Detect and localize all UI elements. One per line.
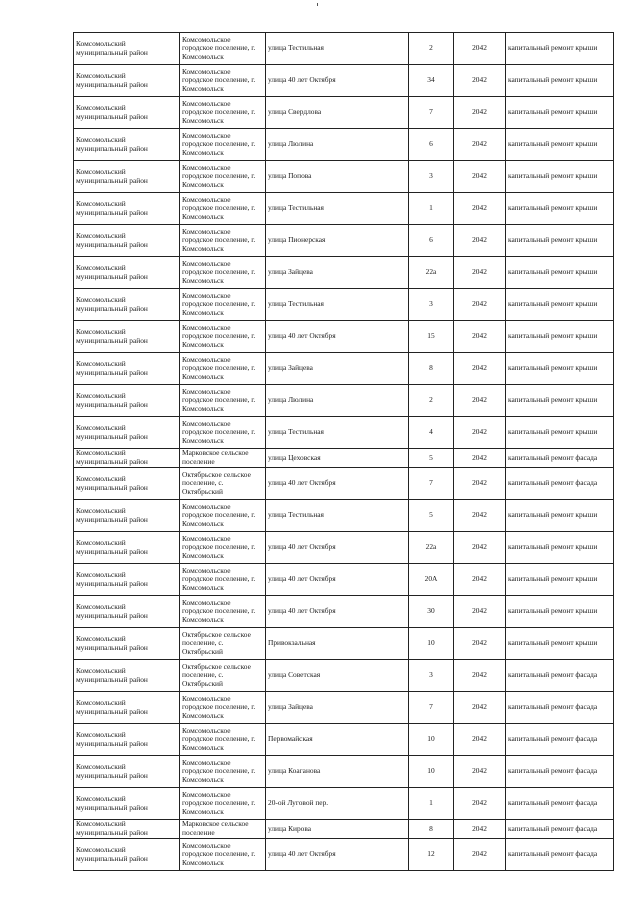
work-type-cell: капитальный ремонт крыши <box>506 321 614 353</box>
street-cell: улица 40 лет Октября <box>266 596 409 628</box>
table-row <box>74 97 614 129</box>
work-type-cell: капитальный ремонт фасада <box>506 449 614 468</box>
work-type-cell: капитальный ремонт фасада <box>506 660 614 692</box>
district-cell: Комсомольский муниципальный район <box>74 193 180 225</box>
table-row <box>74 193 614 225</box>
district-cell: Комсомольский муниципальный район <box>74 596 180 628</box>
table-row <box>74 129 614 161</box>
district-cell: Комсомольский муниципальный район <box>74 129 180 161</box>
district-cell: Комсомольский муниципальный район <box>74 468 180 500</box>
house-number-cell: 7 <box>409 692 454 724</box>
district-cell: Комсомольский муниципальный район <box>74 257 180 289</box>
district-cell: Комсомольский муниципальный район <box>74 628 180 660</box>
street-cell: Первомайская <box>266 724 409 756</box>
house-number-cell: 2 <box>409 385 454 417</box>
work-type-cell: капитальный ремонт фасада <box>506 468 614 500</box>
year-cell: 2042 <box>454 820 506 839</box>
house-number-cell: 3 <box>409 660 454 692</box>
settlement-cell: Комсомольское городское поселение, г. Комсомольск <box>180 289 266 321</box>
settlement-cell: Комсомольское городское поселение, г. Комсомольск <box>180 500 266 532</box>
year-cell: 2042 <box>454 660 506 692</box>
district-cell: Комсомольский муниципальный район <box>74 289 180 321</box>
street-cell: улица Попова <box>266 161 409 193</box>
street-cell: улица 40 лет Октября <box>266 564 409 596</box>
house-number-cell: 34 <box>409 65 454 97</box>
year-cell: 2042 <box>454 289 506 321</box>
work-type-cell: капитальный ремонт фасада <box>506 756 614 788</box>
work-type-cell: капитальный ремонт крыши <box>506 417 614 449</box>
street-cell: улица Цеховская <box>266 449 409 468</box>
year-cell: 2042 <box>454 353 506 385</box>
year-cell: 2042 <box>454 628 506 660</box>
settlement-cell: Комсомольское городское поселение, г. Комсомольск <box>180 417 266 449</box>
year-cell: 2042 <box>454 65 506 97</box>
settlement-cell: Комсомольское городское поселение, г. Комсомольск <box>180 692 266 724</box>
table-row <box>74 692 614 724</box>
settlement-cell: Комсомольское городское поселение, г. Комсомольск <box>180 65 266 97</box>
house-number-cell: 3 <box>409 161 454 193</box>
district-cell: Комсомольский муниципальный район <box>74 225 180 257</box>
work-type-cell: капитальный ремонт крыши <box>506 225 614 257</box>
work-type-cell: капитальный ремонт крыши <box>506 161 614 193</box>
year-cell: 2042 <box>454 500 506 532</box>
work-type-cell: капитальный ремонт крыши <box>506 564 614 596</box>
house-number-cell: 3 <box>409 289 454 321</box>
district-cell: Комсомольский муниципальный район <box>74 724 180 756</box>
work-type-cell: капитальный ремонт фасада <box>506 820 614 839</box>
table-row <box>74 628 614 660</box>
work-type-cell: капитальный ремонт крыши <box>506 257 614 289</box>
district-cell: Комсомольский муниципальный район <box>74 353 180 385</box>
district-cell: Комсомольский муниципальный район <box>74 788 180 820</box>
district-cell: Комсомольский муниципальный район <box>74 500 180 532</box>
settlement-cell: Комсомольское городское поселение, г. Комсомольск <box>180 321 266 353</box>
district-cell: Комсомольский муниципальный район <box>74 839 180 871</box>
house-number-cell: 4 <box>409 417 454 449</box>
street-cell: улица Зайцева <box>266 692 409 724</box>
district-cell: Комсомольский муниципальный район <box>74 532 180 564</box>
house-number-cell: 8 <box>409 353 454 385</box>
year-cell: 2042 <box>454 161 506 193</box>
year-cell: 2042 <box>454 839 506 871</box>
district-cell: Комсомольский муниципальный район <box>74 161 180 193</box>
settlement-cell: Комсомольское городское поселение, г. Комсомольск <box>180 257 266 289</box>
house-number-cell: 22а <box>409 257 454 289</box>
district-cell: Комсомольский муниципальный район <box>74 660 180 692</box>
settlement-cell: Комсомольское городское поселение, г. Комсомольск <box>180 839 266 871</box>
house-number-cell: 1 <box>409 193 454 225</box>
street-cell: улица Зайцева <box>266 257 409 289</box>
work-type-cell: капитальный ремонт крыши <box>506 193 614 225</box>
year-cell: 2042 <box>454 129 506 161</box>
table-row <box>74 449 614 468</box>
street-cell: улица 40 лет Октября <box>266 468 409 500</box>
street-cell: улица 40 лет Октября <box>266 321 409 353</box>
work-type-cell: капитальный ремонт крыши <box>506 33 614 65</box>
house-number-cell: 10 <box>409 724 454 756</box>
settlement-cell: Марковское сельское поселение <box>180 820 266 839</box>
work-type-cell: капитальный ремонт крыши <box>506 500 614 532</box>
house-number-cell: 15 <box>409 321 454 353</box>
district-cell: Комсомольский муниципальный район <box>74 385 180 417</box>
settlement-cell: Октябрьское сельское поселение, с. Октябрьский <box>180 660 266 692</box>
settlement-cell: Комсомольское городское поселение, г. Комсомольск <box>180 225 266 257</box>
table-row <box>74 417 614 449</box>
street-cell: улица Советская <box>266 660 409 692</box>
year-cell: 2042 <box>454 321 506 353</box>
settlement-cell: Октябрьское сельское поселение, с. Октябрьский <box>180 468 266 500</box>
settlement-cell: Комсомольское городское поселение, г. Комсомольск <box>180 193 266 225</box>
table-row <box>74 820 614 839</box>
work-type-cell: капитальный ремонт фасада <box>506 724 614 756</box>
year-cell: 2042 <box>454 33 506 65</box>
table-row <box>74 596 614 628</box>
street-cell: улица Люлина <box>266 129 409 161</box>
settlement-cell: Комсомольское городское поселение, г. Комсомольск <box>180 129 266 161</box>
year-cell: 2042 <box>454 756 506 788</box>
street-cell: улица Коаганова <box>266 756 409 788</box>
settlement-cell: Марковское сельское поселение <box>180 449 266 468</box>
street-cell: улица Зайцева <box>266 353 409 385</box>
year-cell: 2042 <box>454 257 506 289</box>
house-number-cell: 5 <box>409 500 454 532</box>
settlement-cell: Комсомольское городское поселение, г. Комсомольск <box>180 564 266 596</box>
year-cell: 2042 <box>454 225 506 257</box>
table-row <box>74 788 614 820</box>
district-cell: Комсомольский муниципальный район <box>74 692 180 724</box>
table-row <box>74 468 614 500</box>
table-row <box>74 33 614 65</box>
table-row <box>74 660 614 692</box>
street-cell: улица Тестильная <box>266 33 409 65</box>
work-type-cell: капитальный ремонт крыши <box>506 129 614 161</box>
street-cell: улица Тестильная <box>266 417 409 449</box>
work-type-cell: капитальный ремонт крыши <box>506 628 614 660</box>
house-number-cell: 5 <box>409 449 454 468</box>
district-cell: Комсомольский муниципальный район <box>74 65 180 97</box>
settlement-cell: Комсомольское городское поселение, г. Комсомольск <box>180 353 266 385</box>
district-cell: Комсомольский муниципальный район <box>74 33 180 65</box>
year-cell: 2042 <box>454 724 506 756</box>
district-cell: Комсомольский муниципальный район <box>74 564 180 596</box>
scan-speck <box>317 3 318 6</box>
settlement-cell: Комсомольское городское поселение, г. Комсомольск <box>180 161 266 193</box>
house-number-cell: 7 <box>409 97 454 129</box>
year-cell: 2042 <box>454 788 506 820</box>
table-row <box>74 532 614 564</box>
district-cell: Комсомольский муниципальный район <box>74 756 180 788</box>
house-number-cell: 6 <box>409 225 454 257</box>
settlement-cell: Октябрьское сельское поселение, с. Октябрьский <box>180 628 266 660</box>
table-row <box>74 161 614 193</box>
street-cell: улица 40 лет Октября <box>266 532 409 564</box>
work-type-cell: капитальный ремонт крыши <box>506 97 614 129</box>
work-type-cell: капитальный ремонт крыши <box>506 596 614 628</box>
street-cell: улица Кирова <box>266 820 409 839</box>
year-cell: 2042 <box>454 449 506 468</box>
year-cell: 2042 <box>454 564 506 596</box>
district-cell: Комсомольский муниципальный район <box>74 417 180 449</box>
street-cell: 20-ой Луговой пер. <box>266 788 409 820</box>
settlement-cell: Комсомольское городское поселение, г. Комсомольск <box>180 97 266 129</box>
year-cell: 2042 <box>454 596 506 628</box>
year-cell: 2042 <box>454 692 506 724</box>
table-row <box>74 756 614 788</box>
settlement-cell: Комсомольское городское поселение, г. Комсомольск <box>180 596 266 628</box>
district-cell: Комсомольский муниципальный район <box>74 321 180 353</box>
house-number-cell: 6 <box>409 129 454 161</box>
settlement-cell: Комсомольское городское поселение, г. Комсомольск <box>180 532 266 564</box>
table-row <box>74 385 614 417</box>
district-cell: Комсомольский муниципальный район <box>74 449 180 468</box>
house-number-cell: 22а <box>409 532 454 564</box>
table-row <box>74 289 614 321</box>
settlement-cell: Комсомольское городское поселение, г. Комсомольск <box>180 385 266 417</box>
table-body <box>74 33 614 871</box>
street-cell: улица Свердлова <box>266 97 409 129</box>
table-row <box>74 65 614 97</box>
work-type-cell: капитальный ремонт крыши <box>506 65 614 97</box>
settlement-cell: Комсомольское городское поселение, г. Комсомольск <box>180 756 266 788</box>
table-row <box>74 839 614 871</box>
street-cell: улица Люлина <box>266 385 409 417</box>
work-type-cell: капитальный ремонт крыши <box>506 532 614 564</box>
work-type-cell: капитальный ремонт крыши <box>506 385 614 417</box>
street-cell: улица Тестильная <box>266 500 409 532</box>
house-number-cell: 30 <box>409 596 454 628</box>
house-number-cell: 20А <box>409 564 454 596</box>
street-cell: улица Тестильная <box>266 289 409 321</box>
work-type-cell: капитальный ремонт фасада <box>506 788 614 820</box>
settlement-cell: Комсомольское городское поселение, г. Комсомольск <box>180 788 266 820</box>
table-row <box>74 500 614 532</box>
year-cell: 2042 <box>454 385 506 417</box>
house-number-cell: 8 <box>409 820 454 839</box>
table-row <box>74 724 614 756</box>
year-cell: 2042 <box>454 417 506 449</box>
table-row <box>74 225 614 257</box>
table-row <box>74 257 614 289</box>
settlement-cell: Комсомольское городское поселение, г. Комсомольск <box>180 33 266 65</box>
table-row <box>74 353 614 385</box>
settlement-cell: Комсомольское городское поселение, г. Комсомольск <box>180 724 266 756</box>
street-cell: улица 40 лет Октября <box>266 65 409 97</box>
table-row <box>74 564 614 596</box>
house-number-cell: 10 <box>409 628 454 660</box>
house-number-cell: 7 <box>409 468 454 500</box>
house-number-cell: 12 <box>409 839 454 871</box>
work-type-cell: капитальный ремонт фасада <box>506 692 614 724</box>
work-type-cell: капитальный ремонт крыши <box>506 353 614 385</box>
year-cell: 2042 <box>454 193 506 225</box>
work-type-cell: капитальный ремонт фасада <box>506 839 614 871</box>
street-cell: улица 40 лет Октября <box>266 839 409 871</box>
house-number-cell: 10 <box>409 756 454 788</box>
district-cell: Комсомольский муниципальный район <box>74 97 180 129</box>
house-number-cell: 2 <box>409 33 454 65</box>
year-cell: 2042 <box>454 532 506 564</box>
work-type-cell: капитальный ремонт крыши <box>506 289 614 321</box>
table-row <box>74 321 614 353</box>
street-cell: улица Тестильная <box>266 193 409 225</box>
street-cell: Привокзальная <box>266 628 409 660</box>
house-number-cell: 1 <box>409 788 454 820</box>
district-cell: Комсомольский муниципальный район <box>74 820 180 839</box>
repair-schedule-table <box>73 32 614 871</box>
year-cell: 2042 <box>454 97 506 129</box>
year-cell: 2042 <box>454 468 506 500</box>
street-cell: улица Пионерская <box>266 225 409 257</box>
